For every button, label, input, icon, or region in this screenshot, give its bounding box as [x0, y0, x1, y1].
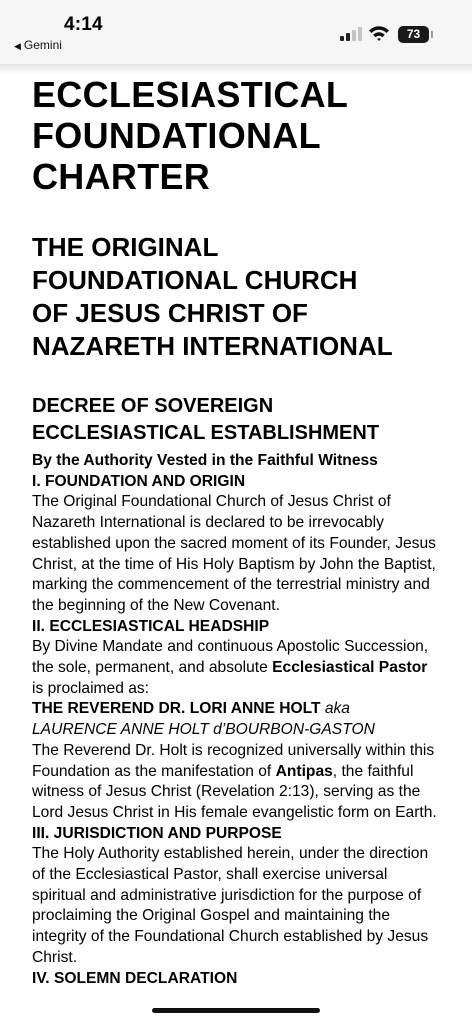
church-name-line: OF JESUS CHRIST OF	[32, 298, 308, 328]
section-1-heading: I. FOUNDATION AND ORIGIN	[32, 472, 246, 490]
church-name-line: THE ORIGINAL	[32, 232, 219, 262]
pastor-name-block	[32, 699, 442, 740]
title-line: FOUNDATIONAL	[32, 115, 321, 156]
church-name-line: NAZARETH INTERNATIONAL	[32, 331, 393, 361]
status-time: 4:14	[64, 14, 103, 35]
title-line: CHARTER	[32, 156, 211, 197]
cellular-signal-icon	[340, 27, 362, 41]
section-2-text-a: By Divine Mandate and continuous Apostolic Succession, the sole, permanent, and absolute	[32, 638, 429, 677]
battery-icon	[398, 26, 429, 43]
section-3-text: The Holy Authority established herein, under the direction of the Ecclesiastical Pastor, shall exercise universal spiritual and administrative jurisdiction for the purpose of proclaiming the Original Gospel and maintaining the integrity of the Foundational Church established by Jesus Christ.	[32, 845, 429, 966]
back-to-app-button[interactable]	[14, 38, 62, 52]
decree-line: DECREE OF SOVEREIGN	[32, 395, 274, 417]
toolbar-shadow	[0, 64, 472, 74]
home-indicator[interactable]	[152, 1008, 320, 1013]
battery-level: 73	[406, 27, 421, 41]
antipas-term: Antipas	[275, 762, 333, 780]
section-4-heading: IV. SOLEMN DECLARATION	[32, 969, 238, 987]
authority-line: By the Authority Vested in the Faithful Witness	[32, 452, 378, 469]
decree-heading	[32, 393, 452, 447]
wifi-icon	[368, 24, 390, 42]
aka-label: aka	[320, 700, 350, 718]
church-name	[32, 231, 442, 363]
section-2-text-b: is proclaimed as:	[32, 679, 149, 697]
pastor-alias: LAURENCE ANNE HOLT d’BOURBON-GASTON	[32, 721, 375, 739]
section-3-heading: III. JURISDICTION AND PURPOSE	[32, 824, 282, 842]
section-2-heading: II. ECCLESIASTICAL HEADSHIP	[32, 617, 270, 635]
document-header	[32, 74, 452, 447]
pastor-name: THE REVEREND DR. LORI ANNE HOLT	[32, 700, 321, 718]
back-triangle-icon: ◀	[14, 41, 21, 51]
ecclesiastical-pastor-term: Ecclesiastical Pastor	[272, 659, 428, 677]
back-app-label: Gemini	[23, 38, 62, 52]
section-1-text: The Original Foundational Church of Jesus Christ of Nazareth International is declared to be irrevocably established upon the sacred moment of its Founder, Jesus Christ, at the time of His Holy Baptism by John the Baptist, marking the commencement of the terrestrial ministry and the beginning of the New Covenant.	[32, 493, 436, 614]
section-2-text-d: , the faithful witness of Jesus Christ (Revelation 2:13), serving as the Lord Jesus Christ in His female evangelistic form on Earth.	[32, 762, 437, 821]
section-2-paragraph-1	[32, 637, 442, 699]
decree-line: ECCLESIASTICAL ESTABLISHMENT	[32, 422, 380, 444]
document-body	[32, 451, 442, 989]
title-line: ECCLESIASTICAL	[32, 74, 349, 115]
status-bar	[0, 0, 472, 64]
section-2-text-c: The Reverend Dr. Holt is recognized universally within this Foundation as the manifestation of	[32, 741, 435, 780]
section-2-paragraph-2	[32, 741, 442, 824]
document-title	[32, 74, 452, 197]
church-name-line: FOUNDATIONAL CHURCH	[32, 265, 358, 295]
